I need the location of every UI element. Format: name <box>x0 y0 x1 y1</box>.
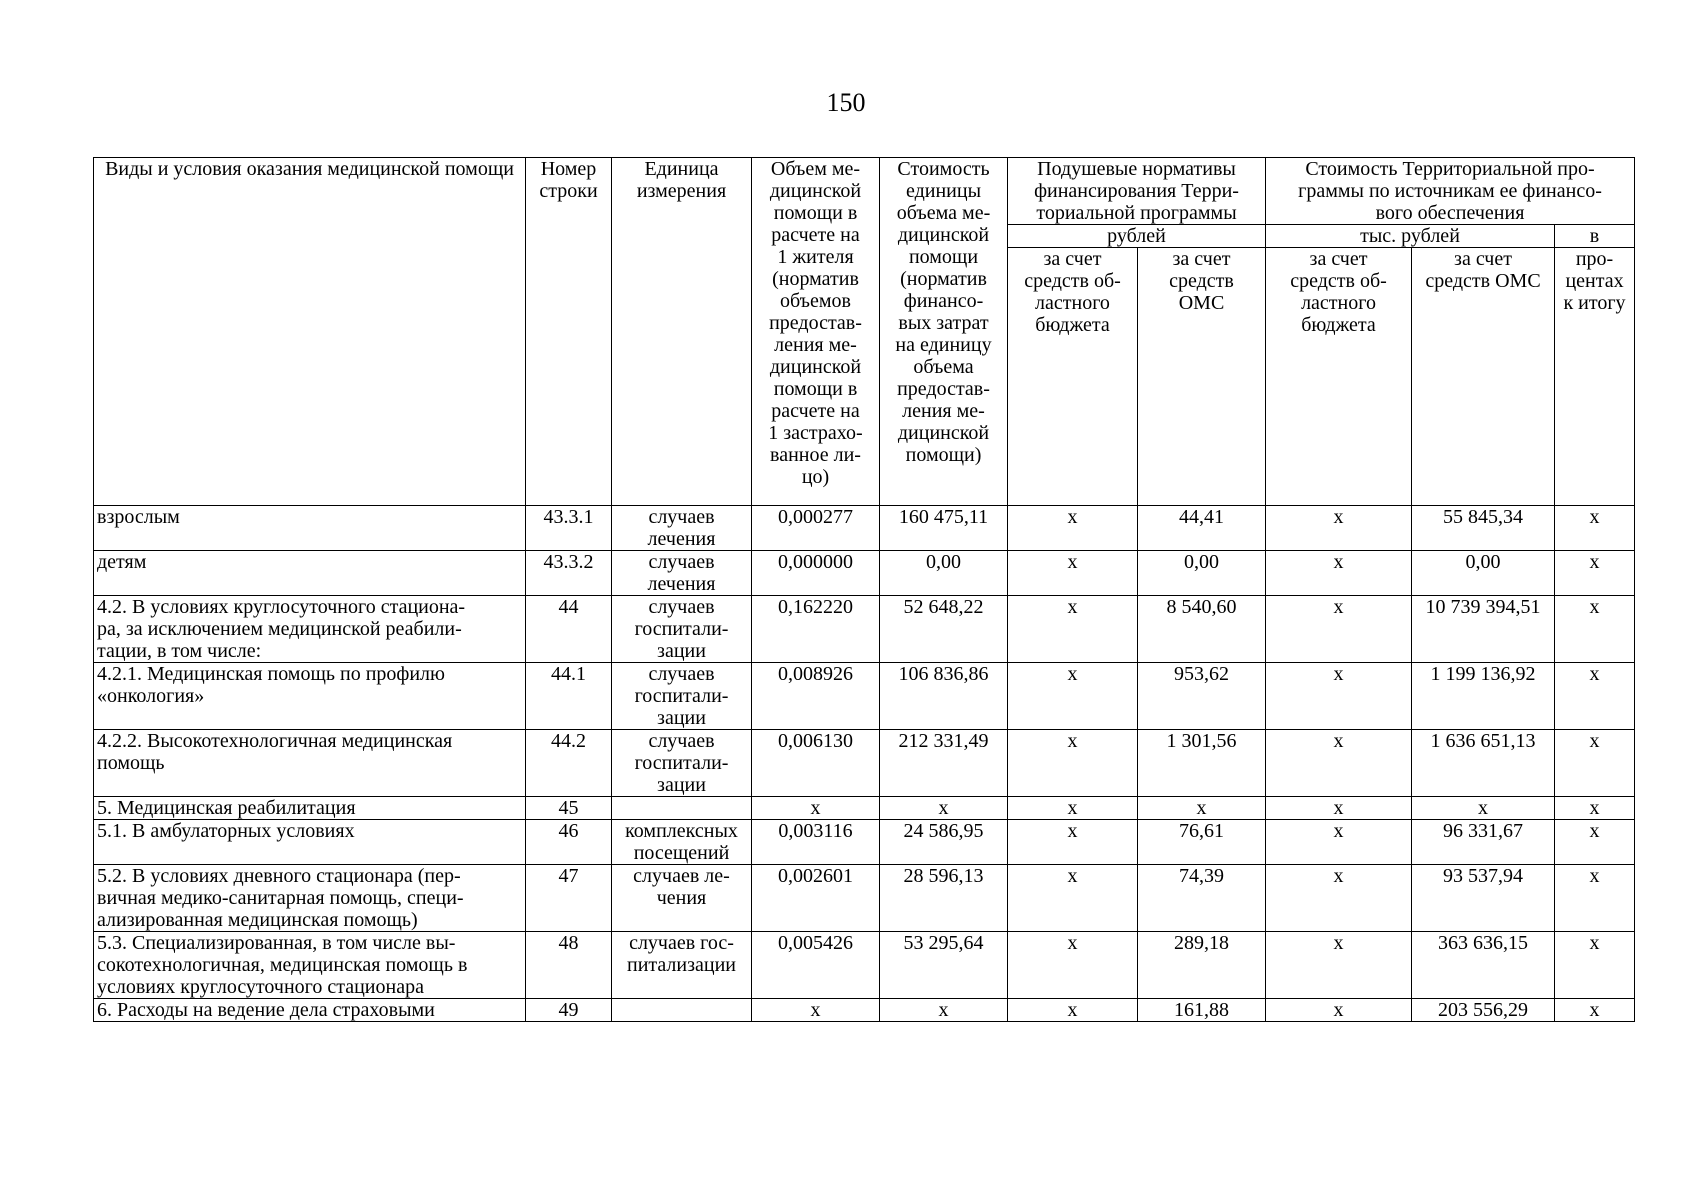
row-number: 44.1 <box>526 663 612 730</box>
table-row <box>94 932 1635 999</box>
row-unit: случаев госпитали- зации <box>612 596 752 663</box>
row-percent: x <box>1555 506 1635 551</box>
row-name: взрослым <box>94 506 526 551</box>
row-unit: случаев лечения <box>612 506 752 551</box>
row-norm-budget: x <box>1008 663 1138 730</box>
row-unit: случаев гос- питализации <box>612 932 752 999</box>
row-norm-oms: 8 540,60 <box>1138 596 1266 663</box>
row-name: 4.2.2. Высокотехнологичная медицинская помощь <box>94 730 526 797</box>
row-percent: x <box>1555 820 1635 865</box>
row-cost: 212 331,49 <box>880 730 1008 797</box>
row-cost: 106 836,86 <box>880 663 1008 730</box>
table-row <box>94 820 1635 865</box>
row-cost-budget: x <box>1266 551 1412 596</box>
row-unit: случаев госпитали- зации <box>612 663 752 730</box>
row-number: 44 <box>526 596 612 663</box>
row-cost-budget: x <box>1266 730 1412 797</box>
row-cost-oms: 0,00 <box>1412 551 1555 596</box>
row-number: 43.3.1 <box>526 506 612 551</box>
row-cost: x <box>880 797 1008 820</box>
row-cost-oms: 363 636,15 <box>1412 932 1555 999</box>
row-name: 4.2. В условиях круглосуточного стациона- ра, за исключением медицинской реабили- тации, в том числе: <box>94 596 526 663</box>
row-norm-budget: x <box>1008 865 1138 932</box>
row-volume: 0,006130 <box>752 730 880 797</box>
table-row <box>94 865 1635 932</box>
row-percent: x <box>1555 865 1635 932</box>
row-norm-oms: 76,61 <box>1138 820 1266 865</box>
header-volume: Объем ме- дицинской помощи в расчете на 1 жителя (норматив объемов предостав- ления ме- дицинской помощи в расчете на 1 застрахо- ванное ли- цо) <box>752 158 880 506</box>
row-name: 6. Расходы на ведение дела страховыми <box>94 999 526 1022</box>
header-per-capita-norms: Подушевые нормативы финансирования Терри- ториальной программы <box>1008 158 1266 225</box>
row-unit <box>612 999 752 1022</box>
row-cost: 53 295,64 <box>880 932 1008 999</box>
header-unit-thousand-rubles: тыс. рублей <box>1266 225 1555 248</box>
row-cost-oms: x <box>1412 797 1555 820</box>
row-volume: 0,000000 <box>752 551 880 596</box>
row-volume: x <box>752 999 880 1022</box>
row-number: 45 <box>526 797 612 820</box>
header-norm-budget: за счет средств об- ластного бюджета <box>1008 248 1138 506</box>
row-norm-oms: 1 301,56 <box>1138 730 1266 797</box>
table-row <box>94 506 1635 551</box>
row-number: 47 <box>526 865 612 932</box>
row-percent: x <box>1555 596 1635 663</box>
header-percent-top: в <box>1555 225 1635 248</box>
row-norm-budget: x <box>1008 999 1138 1022</box>
row-percent: x <box>1555 663 1635 730</box>
row-unit: случаев лечения <box>612 551 752 596</box>
table-row <box>94 999 1635 1022</box>
row-volume: 0,002601 <box>752 865 880 932</box>
header-cost-budget: за счет средств об- ластного бюджета <box>1266 248 1412 506</box>
row-norm-budget: x <box>1008 506 1138 551</box>
row-cost: 28 596,13 <box>880 865 1008 932</box>
row-cost: x <box>880 999 1008 1022</box>
row-cost: 0,00 <box>880 551 1008 596</box>
row-norm-oms: 0,00 <box>1138 551 1266 596</box>
row-cost-oms: 1 199 136,92 <box>1412 663 1555 730</box>
row-volume: 0,003116 <box>752 820 880 865</box>
table-row <box>94 730 1635 797</box>
row-volume: 0,008926 <box>752 663 880 730</box>
row-cost-oms: 93 537,94 <box>1412 865 1555 932</box>
row-cost-budget: x <box>1266 999 1412 1022</box>
row-number: 46 <box>526 820 612 865</box>
row-number: 48 <box>526 932 612 999</box>
header-cost-oms: за счет средств ОМС <box>1412 248 1555 506</box>
row-cost-oms: 203 556,29 <box>1412 999 1555 1022</box>
row-cost-oms: 55 845,34 <box>1412 506 1555 551</box>
header-unit: Единица измерения <box>612 158 752 506</box>
header-kind: Виды и условия оказания медицинской помощи <box>94 158 526 506</box>
row-number: 44.2 <box>526 730 612 797</box>
row-cost-oms: 10 739 394,51 <box>1412 596 1555 663</box>
row-norm-oms: 44,41 <box>1138 506 1266 551</box>
row-unit <box>612 797 752 820</box>
header-unit-cost: Стоимость единицы объема ме- дицинской помощи (норматив финансо- вых затрат на единицу объема предостав- ления ме- дицинской помощи) <box>880 158 1008 506</box>
row-cost-budget: x <box>1266 932 1412 999</box>
table-row <box>94 551 1635 596</box>
row-percent: x <box>1555 730 1635 797</box>
row-cost: 160 475,11 <box>880 506 1008 551</box>
row-volume: x <box>752 797 880 820</box>
financing-table <box>93 157 1635 1022</box>
row-norm-budget: x <box>1008 551 1138 596</box>
row-number: 49 <box>526 999 612 1022</box>
row-norm-oms: 953,62 <box>1138 663 1266 730</box>
row-cost-budget: x <box>1266 596 1412 663</box>
row-name: 5.2. В условиях дневного стационара (пер- вичная медико-санитарная помощь, специ- ализированная медицинская помощь) <box>94 865 526 932</box>
table-row <box>94 596 1635 663</box>
row-cost-budget: x <box>1266 506 1412 551</box>
row-number: 43.3.2 <box>526 551 612 596</box>
row-unit: случаев ле- чения <box>612 865 752 932</box>
row-name: 5. Медицинская реабилитация <box>94 797 526 820</box>
header-row-1 <box>94 158 1635 225</box>
row-percent: x <box>1555 999 1635 1022</box>
table-row <box>94 663 1635 730</box>
table-row <box>94 797 1635 820</box>
row-cost-oms: 96 331,67 <box>1412 820 1555 865</box>
row-name: 5.3. Специализированная, в том числе вы- сокотехнологичная, медицинская помощь в условиях круглосуточного стационара <box>94 932 526 999</box>
row-cost-budget: x <box>1266 797 1412 820</box>
row-norm-budget: x <box>1008 596 1138 663</box>
row-norm-oms: 161,88 <box>1138 999 1266 1022</box>
row-percent: x <box>1555 932 1635 999</box>
row-norm-oms: 74,39 <box>1138 865 1266 932</box>
row-norm-budget: x <box>1008 820 1138 865</box>
row-norm-budget: x <box>1008 932 1138 999</box>
row-norm-oms: x <box>1138 797 1266 820</box>
header-norm-oms: за счет средств ОМС <box>1138 248 1266 506</box>
row-cost-budget: x <box>1266 820 1412 865</box>
row-cost-budget: x <box>1266 865 1412 932</box>
row-volume: 0,005426 <box>752 932 880 999</box>
row-unit: случаев госпитали- зации <box>612 730 752 797</box>
row-volume: 0,000277 <box>752 506 880 551</box>
row-volume: 0,162220 <box>752 596 880 663</box>
row-name: 4.2.1. Медицинская помощь по профилю «онкология» <box>94 663 526 730</box>
row-norm-oms: 289,18 <box>1138 932 1266 999</box>
row-name: 5.1. В амбулаторных условиях <box>94 820 526 865</box>
row-percent: x <box>1555 797 1635 820</box>
row-name: детям <box>94 551 526 596</box>
header-percent: про- центах к итогу <box>1555 248 1635 506</box>
header-row-number: Номер строки <box>526 158 612 506</box>
row-cost-budget: x <box>1266 663 1412 730</box>
row-percent: x <box>1555 551 1635 596</box>
row-norm-budget: x <box>1008 797 1138 820</box>
row-unit: комплексных посещений <box>612 820 752 865</box>
row-norm-budget: x <box>1008 730 1138 797</box>
row-cost: 24 586,95 <box>880 820 1008 865</box>
row-cost: 52 648,22 <box>880 596 1008 663</box>
header-unit-rubles: рублей <box>1008 225 1266 248</box>
header-program-cost: Стоимость Территориальной про- граммы по источникам ее финансо- вого обеспечения <box>1266 158 1635 225</box>
page-number: 150 <box>826 88 866 117</box>
row-cost-oms: 1 636 651,13 <box>1412 730 1555 797</box>
